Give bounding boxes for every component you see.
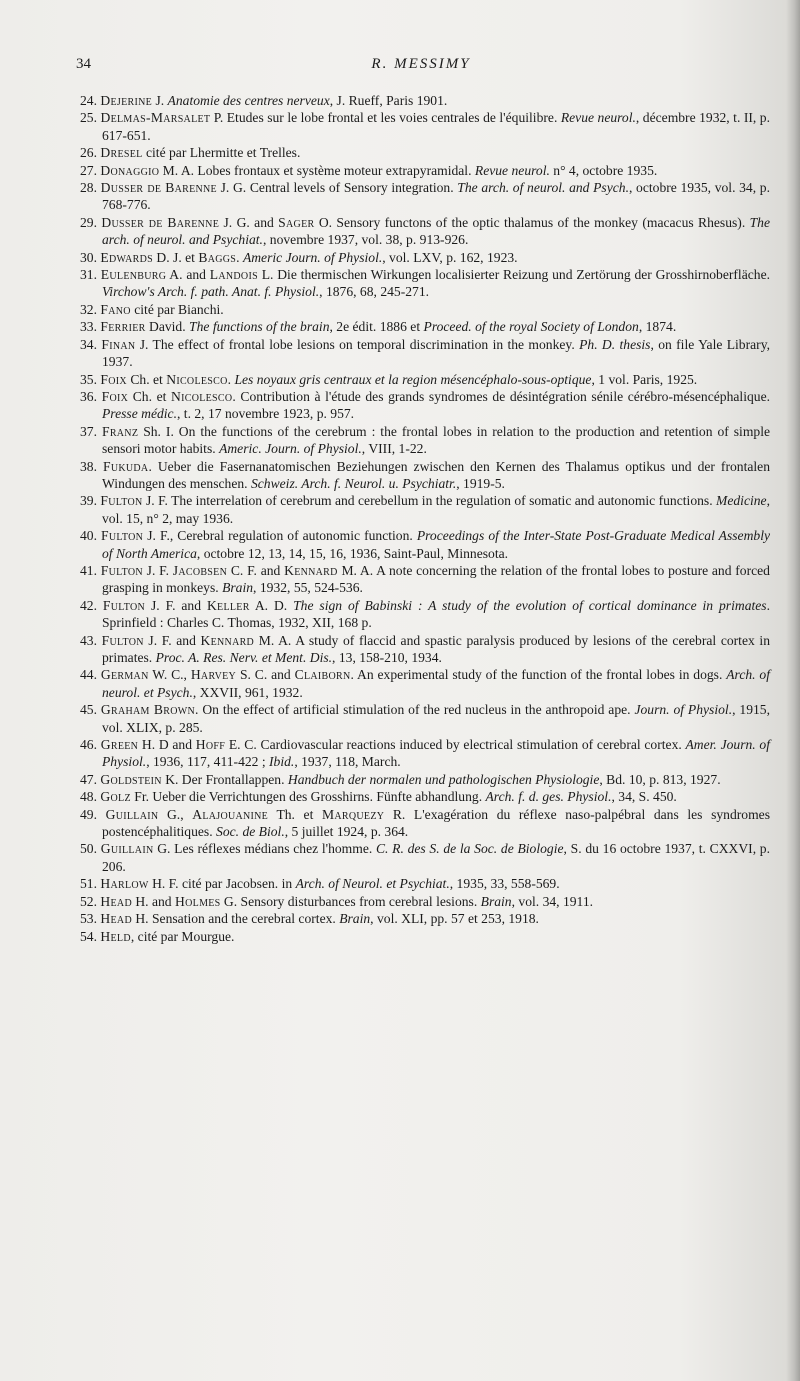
author-name: Held	[100, 928, 131, 944]
reference-entry	[80, 266, 770, 301]
reference-number: 42.	[80, 597, 103, 613]
reference-text: H. Sensation and the cerebral cortex.	[131, 911, 340, 927]
reference-text: , XXVII, 961, 1932.	[192, 684, 303, 700]
reference-entry	[80, 492, 770, 527]
author-name: Dusser de Barenne	[100, 180, 217, 196]
author-name: Harvey	[190, 667, 237, 683]
reference-text: , 1937, 118, March.	[294, 754, 401, 770]
reference-number: 46.	[80, 737, 101, 753]
author-name: Ferrier	[100, 319, 146, 335]
reference-entry	[80, 162, 770, 179]
publication-title: Schweiz. Arch. f. Neurol. u. Psychiatr.	[250, 475, 457, 491]
reference-entry	[80, 840, 770, 875]
running-head: R. MESSIMY	[371, 56, 471, 72]
author-name: German	[100, 667, 149, 683]
reference-text: H. F. cité par Jacobsen. in	[148, 876, 296, 892]
reference-number: 34.	[80, 336, 102, 352]
reference-text: . Ueber die Fasernanatomischen Beziehungen zwischen den Kernen des Thalamus optikus und der frontalen Windungen des menschen.	[102, 458, 770, 491]
reference-entry	[80, 771, 770, 788]
reference-entry	[80, 318, 770, 335]
reference-text: , 1935, 33, 558-569.	[449, 876, 560, 892]
reference-entry	[80, 666, 770, 701]
author-name: Head	[100, 911, 132, 927]
author-name: Eulenburg	[100, 267, 167, 283]
publication-title: Revue neurol.	[474, 162, 550, 178]
author-name: Head	[100, 893, 132, 909]
page-number: 34	[76, 56, 91, 72]
reference-text: , vol. XLI, pp. 57 et 253, 1918.	[370, 911, 539, 927]
reference-text: .	[227, 371, 235, 387]
reference-text: J. F. and	[143, 632, 201, 648]
author-name: Graham Brown	[100, 702, 196, 718]
reference-text: Fr. Ueber die Verrichtungen des Grosshirns. Fünfte abhandlung.	[130, 789, 486, 805]
author-name: Goldstein	[100, 771, 162, 787]
author-name: Donaggio	[100, 162, 160, 178]
reference-text: , J. Rueff, Paris 1901.	[329, 93, 448, 108]
reference-text: , 1 vol. Paris, 1925.	[591, 371, 698, 387]
reference-text: Sh. I. On the functions of the cerebrum : the frontal lobes in relation to the production and retention of simple sensori motor habits.	[102, 423, 771, 457]
page-header	[76, 56, 766, 80]
publication-title: The functions of the brain	[189, 319, 330, 335]
reference-text: J.	[152, 93, 168, 108]
publication-title: The sign of Babinski : A study of the evolution of cortical dominance in primates	[293, 597, 767, 613]
reference-number: 47.	[80, 771, 101, 787]
author-name: Fulton	[101, 632, 144, 648]
reference-entry	[80, 875, 770, 892]
reference-text: David.	[145, 319, 190, 335]
reference-text: J. G. and	[219, 214, 279, 230]
reference-text: , décembre 1932, t. II, p. 617-651.	[102, 110, 770, 143]
publication-title: Proceedings of the Inter-State Post-Graduate Medical Assembly of North America	[102, 528, 771, 561]
author-name: Fukuda	[102, 458, 149, 474]
publication-title: Brain	[339, 911, 371, 927]
reference-entry	[80, 562, 770, 597]
reference-entry	[80, 179, 770, 214]
reference-text: H. and	[131, 893, 176, 909]
publication-title: Arch. f. d. ges. Physiol.	[485, 789, 612, 805]
reference-number: 25.	[80, 110, 101, 126]
reference-text: , S. du 16 octobre 1937, t. CXXVI, p. 206.	[102, 841, 771, 874]
publication-title: Ibid.	[269, 754, 295, 770]
reference-number: 38.	[80, 458, 103, 474]
reference-entry	[80, 597, 770, 632]
author-name: Fulton	[101, 528, 144, 544]
author-name: Sager	[278, 214, 315, 230]
author-name: Baggs	[198, 249, 237, 265]
reference-text: . Sprinfield : Charles C. Thomas, 1932, XII, 168 p.	[102, 597, 770, 631]
publication-title: Amer. Journ. of Physiol.	[102, 737, 770, 770]
reference-text: , vol. LXV, p. 162, 1923.	[382, 249, 518, 265]
reference-text: .	[236, 249, 243, 265]
reference-text: cité par Lhermitte et Trelles.	[142, 145, 301, 161]
author-name: Jacobsen	[172, 562, 228, 578]
publication-title: Anatomie des centres nerveux	[167, 93, 330, 108]
reference-text: , t. 2, 17 novembre 1923, p. 957.	[177, 406, 355, 422]
publication-title: Brain	[222, 580, 254, 596]
publication-title: Brain	[480, 893, 512, 909]
page-edge-shadow	[786, 0, 800, 1381]
reference-text: O. Sensory functons of the optic thalamus of the monkey (macacus Rhesus).	[314, 214, 750, 230]
reference-number: 30.	[80, 249, 101, 265]
reference-text: G. Sensory disturbances from cerebral lesions.	[220, 893, 481, 909]
reference-text: G. Les réflexes médians chez l'homme.	[153, 841, 376, 857]
reference-text: M. A. Lobes frontaux et système moteur extrapyramidal.	[159, 162, 475, 178]
reference-text: Ch. et	[126, 371, 167, 387]
reference-text: S. C. and	[236, 667, 295, 683]
reference-entry	[80, 928, 770, 945]
author-name: Edwards	[100, 249, 154, 265]
publication-title: Proc. A. Res. Nerv. et Ment. Dis.	[155, 650, 333, 665]
reference-number: 51.	[80, 876, 101, 892]
reference-text: n° 4, octobre 1935.	[549, 162, 658, 178]
reference-entry	[80, 893, 770, 910]
author-name: Claiborn	[294, 667, 351, 683]
reference-text: , 1915, vol. XLIX, p. 285.	[102, 702, 770, 735]
author-name: Fulton	[102, 597, 146, 613]
reference-text: J. The effect of frontal lobe lesions on temporal discrimination in the monkey.	[135, 336, 580, 352]
reference-entry	[80, 371, 770, 388]
reference-number: 28.	[80, 180, 101, 196]
reference-entry	[80, 388, 770, 423]
publication-title: Ph. D. thesis	[579, 336, 651, 352]
reference-text: , on file Yale Library, 1937.	[102, 336, 771, 370]
reference-number: 40.	[80, 528, 102, 544]
reference-number: 50.	[80, 841, 101, 857]
reference-text: C. F. and	[227, 562, 285, 578]
author-name: Green	[100, 737, 139, 753]
author-name: Franz	[101, 423, 139, 439]
publication-title: Americ Journ. of Physiol.	[242, 249, 383, 265]
reference-entry	[80, 736, 770, 771]
reference-text: , vol. 34, 1911.	[511, 893, 594, 909]
reference-text: J. F. and	[145, 597, 207, 613]
publication-title: Soc. de Biol.	[216, 824, 285, 840]
reference-text: , vol. 15, n° 2, may 1936.	[102, 493, 770, 526]
publication-title: Journ. of Physiol.	[634, 702, 733, 718]
reference-text: , 1876, 68, 245-271.	[319, 284, 430, 300]
reference-entry	[80, 910, 770, 927]
reference-entry	[80, 788, 770, 805]
reference-text: , 1919-5.	[456, 475, 505, 491]
reference-text: K. Der Frontallappen.	[161, 771, 288, 787]
author-name: Hoff	[195, 737, 226, 753]
publication-title: The arch. of neurol. and Psychiat.	[102, 214, 771, 248]
author-name: Guillain	[105, 806, 159, 822]
reference-text: , 1932, 55, 524-536.	[253, 580, 363, 596]
reference-text: , VIII, 1-22.	[361, 441, 427, 457]
author-name: Landois	[209, 267, 258, 283]
reference-text: J. F., Cerebral regulation of autonomic function.	[143, 528, 417, 544]
reference-text: D. J. et	[153, 249, 199, 265]
reference-text: , cité par Mourgue.	[130, 928, 235, 944]
reference-number: 36.	[80, 388, 102, 404]
reference-number: 49.	[80, 806, 106, 822]
reference-number: 33.	[80, 319, 101, 335]
reference-number: 48.	[80, 789, 101, 805]
reference-entry	[80, 301, 770, 318]
author-name: Kennard	[284, 562, 338, 578]
author-name: Delmas-Marsalet	[100, 110, 211, 126]
reference-number: 26.	[80, 145, 101, 161]
publication-title: Americ. Journ. of Physiol.	[219, 441, 362, 457]
reference-number: 53.	[80, 911, 101, 927]
reference-text: , Bd. 10, p. 813, 1927.	[599, 771, 721, 787]
reference-entry	[80, 109, 770, 144]
publication-title: Medicine	[716, 493, 767, 509]
reference-list	[80, 92, 770, 945]
publication-title: Revue neurol.	[560, 110, 636, 126]
author-name: Nicolesco	[171, 388, 233, 404]
reference-text: M. A. A study of flaccid and spastic paralysis produced by lesions of the cerebral cortex in primates.	[102, 632, 770, 665]
reference-number: 37.	[80, 423, 102, 439]
author-name: Dejerine	[100, 93, 153, 108]
reference-text: H. D and	[138, 737, 196, 753]
publication-title: Handbuch der normalen und pathologischen Physiologie	[287, 771, 600, 787]
reference-entry	[80, 214, 770, 249]
reference-number: 29.	[80, 214, 102, 230]
author-name: Alajouanine	[192, 806, 269, 822]
author-name: Finan	[101, 336, 136, 352]
author-name: Dresel	[100, 145, 143, 161]
reference-entry	[80, 458, 770, 493]
author-name: Fulton	[100, 493, 143, 509]
author-name: Kennard	[200, 632, 255, 648]
reference-text: , 13, 158-210, 1934.	[332, 650, 442, 665]
publication-title: Les noyaux gris centraux et la region mésencéphalo-sous-optique	[234, 371, 592, 387]
reference-text: . On the effect of artificial stimulation of the red nucleus in the anthropoid ape.	[195, 702, 635, 718]
reference-text: , novembre 1937, vol. 38, p. 913-926.	[262, 232, 469, 248]
reference-text: J. F.	[142, 562, 173, 578]
reference-text: , octobre 1935, vol. 34, p. 768-776.	[102, 180, 770, 213]
publication-title: The arch. of neurol. and Psych.	[457, 180, 629, 196]
reference-text: A. D.	[249, 597, 294, 613]
reference-text: . Contribution à l'étude des grands syndromes de désintégration sénile cérébro-mésencéphalique.	[232, 388, 771, 404]
author-name: Keller	[206, 597, 250, 613]
reference-number: 35.	[80, 371, 101, 387]
reference-text: , 2e édit. 1886 et	[329, 319, 424, 335]
reference-text: , 1936, 117, 411-422 ;	[146, 754, 270, 770]
reference-text: , 1874.	[638, 319, 677, 335]
reference-entry	[80, 249, 770, 266]
reference-text: W. C.,	[148, 667, 191, 683]
publication-title: Virchow's Arch. f. path. Anat. f. Physiol.	[102, 284, 320, 300]
reference-text: M. A. A note concerning the relation of the frontal lobes to posture and forced grasping in monkeys.	[102, 562, 770, 596]
author-name: Foix	[101, 388, 129, 404]
reference-number: 31.	[80, 267, 101, 283]
publication-title: Arch. of Neurol. et Psychiat.	[295, 876, 450, 892]
reference-text: L. Die thermischen Wirkungen localisierter Reizung und Zertörung der Grosshirnoberfläche.	[257, 267, 771, 283]
reference-number: 44.	[80, 667, 101, 683]
reference-text: Th. et	[268, 806, 322, 822]
reference-text: , 34, S. 450.	[611, 789, 677, 805]
reference-entry	[80, 144, 770, 161]
reference-number: 45.	[80, 702, 101, 718]
reference-number: 41.	[80, 562, 101, 578]
reference-number: 52.	[80, 893, 101, 909]
reference-text: A. and	[166, 267, 210, 283]
reference-entry	[80, 806, 770, 841]
reference-entry	[80, 527, 770, 562]
reference-text: Ch. et	[128, 388, 171, 404]
author-name: Guillain	[100, 841, 154, 857]
reference-entry	[80, 92, 770, 109]
reference-number: 43.	[80, 632, 102, 648]
reference-entry	[80, 701, 770, 736]
publication-title: Arch. of neurol. et Psych.	[102, 667, 770, 700]
author-name: Fano	[100, 301, 131, 317]
publication-title: C. R. des S. de la Soc. de Biologie	[375, 841, 564, 857]
reference-number: 32.	[80, 301, 101, 317]
reference-number: 27.	[80, 162, 101, 178]
reference-text: P. Etudes sur le lobe frontal et les voies centrales de l'équilibre.	[210, 110, 561, 126]
author-name: Dusser de Barenne	[101, 214, 220, 230]
reference-text: E. C. Cardiovascular reactions induced by electrical stimulation of cerebral cortex.	[225, 737, 686, 753]
reference-number: 54.	[80, 928, 101, 944]
reference-text: J. F. The interrelation of cerebrum and cerebellum in the regulation of somatic and autonomic functions.	[142, 493, 717, 509]
reference-text: , octobre 12, 13, 14, 15, 16, 1936, Saint-Paul, Minnesota.	[196, 545, 509, 561]
reference-entry	[80, 632, 770, 667]
reference-text: , 5 juillet 1924, p. 364.	[284, 824, 409, 840]
author-name: Fulton	[100, 562, 143, 578]
author-name: Golz	[100, 789, 131, 805]
author-name: Marquezy	[321, 806, 385, 822]
publication-title: Proceed. of the royal Society of London	[423, 319, 639, 335]
reference-text: G.,	[158, 806, 193, 822]
reference-entry	[80, 423, 770, 458]
author-name: Nicolesco	[166, 371, 228, 387]
reference-text: . An experimental study of the function of the frontal lobes in dogs.	[350, 667, 727, 683]
author-name: Foix	[100, 371, 127, 387]
reference-entry	[80, 336, 770, 371]
publication-title: Presse médic.	[102, 406, 177, 422]
author-name: Holmes	[175, 893, 221, 909]
reference-text: J. G. Central levels of Sensory integration.	[216, 180, 458, 196]
reference-text: R. L'exagération du réflexe naso-palpébral dans les syndromes postencéphalitiques.	[102, 806, 770, 840]
reference-number: 24.	[80, 93, 101, 108]
author-name: Harlow	[100, 876, 149, 892]
reference-text: cité par Bianchi.	[130, 301, 224, 317]
reference-number: 39.	[80, 493, 101, 509]
